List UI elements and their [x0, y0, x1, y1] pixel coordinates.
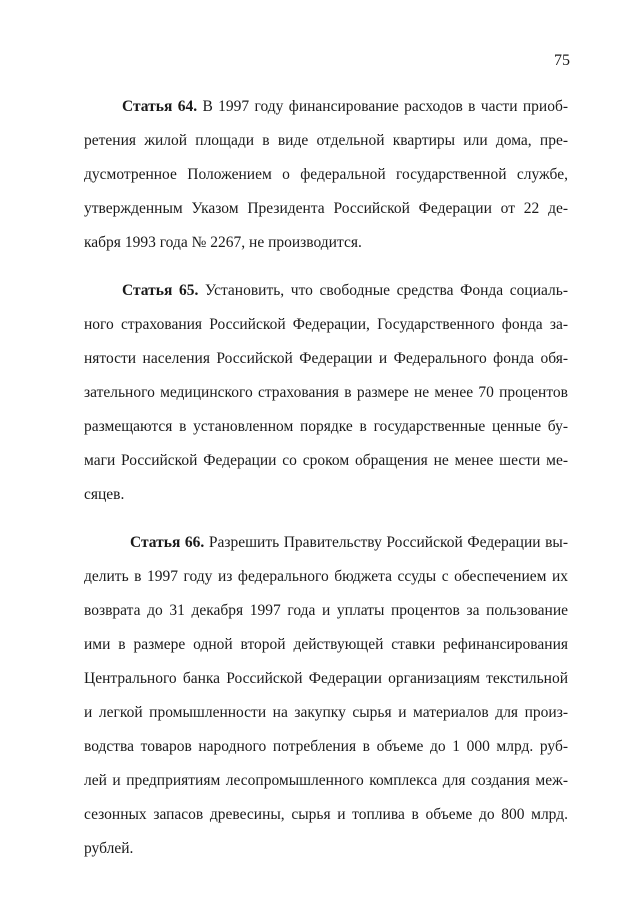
article-line: возврата до 31 декабря 1997 года и уплаты процентов за пользование — [84, 602, 568, 619]
article-line: маги Российской Федерации со сроком обращения не менее шести ме- — [84, 452, 568, 469]
article-line: Центрального банка Российской Федерации организациям текстильной — [84, 670, 568, 687]
article-line: нятости населения Российской Федерации и Федерального фонда обя- — [84, 350, 568, 367]
article-line: водства товаров народного потребления в объеме до 1 000 млрд. руб- — [84, 738, 568, 755]
article-heading: Статья 64. — [122, 98, 198, 115]
article-line: сезонных запасов древесины, сырья и топлива в объеме до 800 млрд. — [84, 806, 568, 823]
article-line: утвержденным Указом Президента Российской Федерации от 22 де- — [84, 200, 568, 217]
article-line: кабря 1993 года № 2267, не производится. — [84, 234, 362, 251]
article-line: зательного медицинского страхования в размере не менее 70 процентов — [84, 384, 568, 401]
article-line: и легкой промышленности на закупку сырья и материалов для произ- — [84, 704, 568, 721]
article-line: лей и предприятиям лесопромышленного комплекса для создания меж- — [84, 772, 568, 789]
article-text: В 1997 году финансирование расходов в части приоб- — [197, 98, 568, 115]
page-number: 75 — [554, 52, 570, 69]
article-line — [84, 90, 568, 124]
article-65 — [84, 274, 568, 512]
article-text: Установить, что свободные средства Фонда социаль- — [198, 282, 568, 299]
article-line: ного страхования Российской Федерации, Государственного фонда за- — [84, 316, 568, 333]
article-heading: Статья 66. — [130, 534, 205, 551]
article-66 — [84, 526, 568, 866]
article-line: размещаются в установленном порядке в государственные ценные бу- — [84, 418, 568, 435]
article-64 — [84, 90, 568, 260]
article-line: сяцев. — [84, 486, 125, 503]
article-line: ретения жилой площади в виде отдельной квартиры или дома, пре- — [84, 132, 568, 149]
article-line: ими в размере одной второй действующей ставки рефинансирования — [84, 636, 568, 653]
document-body — [84, 90, 568, 866]
article-heading: Статья 65. — [122, 282, 199, 299]
article-line: делить в 1997 году из федерального бюджета ссуды с обеспечением их — [84, 568, 568, 585]
article-line — [84, 274, 568, 308]
article-line — [84, 526, 568, 560]
article-text: Разрешить Правительству Российской Федерации вы- — [204, 534, 568, 551]
article-line: дусмотренное Положением о федеральной государственной службе, — [84, 166, 568, 183]
article-line: рублей. — [84, 840, 134, 857]
